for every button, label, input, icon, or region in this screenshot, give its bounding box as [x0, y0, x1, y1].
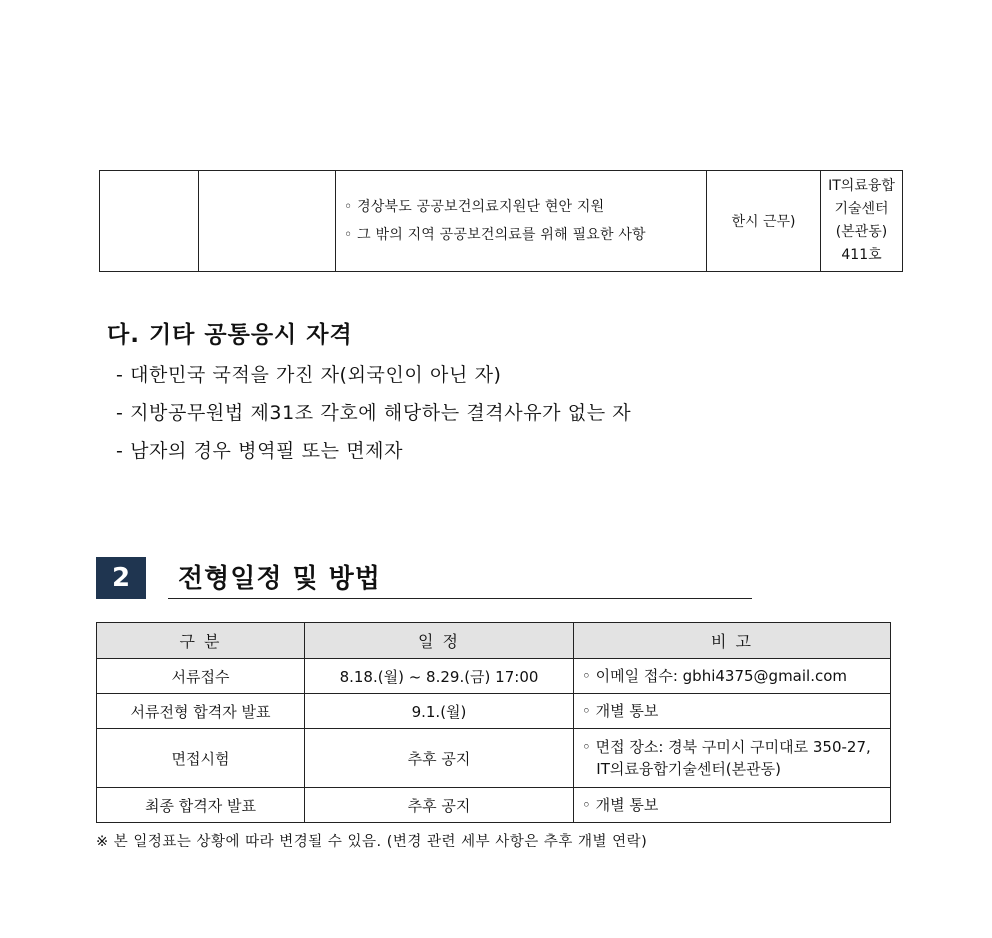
remark-cell [574, 788, 891, 823]
location-line: 411호 [841, 247, 882, 263]
duties-cell [336, 171, 707, 272]
qualification-list [116, 362, 631, 476]
duty-item: ◦ 그 밖의 지역 공공보건의료를 위해 필요한 사항 [344, 227, 646, 243]
column-header: 비 고 [574, 623, 891, 659]
table-row [100, 171, 903, 272]
date-cell: 추후 공지 [305, 788, 574, 823]
remark-line: ◦ 이메일 접수: gbhi4375@gmail.com [582, 667, 848, 685]
date-cell: 추후 공지 [305, 729, 574, 788]
stage-cell: 서류접수 [97, 659, 305, 694]
schedule-table [96, 622, 891, 823]
empty-cell [100, 171, 199, 272]
column-header: 구 분 [97, 623, 305, 659]
remark-line: ◦ 개별 통보 [582, 796, 659, 814]
table-header-row [97, 623, 891, 659]
date-cell: 9.1.(월) [305, 694, 574, 729]
list-item: - 대한민국 국적을 가진 자(외국인이 아닌 자) [116, 364, 502, 386]
list-item: - 남자의 경우 병역필 또는 면제자 [116, 440, 404, 462]
stage-cell: 서류전형 합격자 발표 [97, 694, 305, 729]
table-row [97, 694, 891, 729]
remark-line: ◦ 면접 장소: 경북 구미시 구미대로 350-27, [582, 738, 871, 756]
section-number-badge: 2 [96, 557, 146, 599]
table-row [97, 659, 891, 694]
section-title: 전형일정 및 방법 [178, 564, 381, 594]
remark-cell [574, 694, 891, 729]
duty-table [99, 170, 903, 272]
column-header: 일 정 [305, 623, 574, 659]
date-cell: 8.18.(월) ~ 8.29.(금) 17:00 [305, 659, 574, 694]
location-line: IT의료융합 [828, 178, 895, 194]
table-row [97, 788, 891, 823]
schedule-note: ※ 본 일정표는 상황에 따라 변경될 수 있음. (변경 관련 세부 사항은 추후 개별 연락) [96, 834, 648, 850]
table-row [97, 729, 891, 788]
work-type-cell: 한시 근무) [707, 171, 821, 272]
remark-cell [574, 659, 891, 694]
stage-cell: 최종 합격자 발표 [97, 788, 305, 823]
remark-line: ◦ 개별 통보 [582, 702, 659, 720]
title-underline [168, 598, 752, 599]
duty-item: ◦ 경상북도 공공보건의료지원단 현안 지원 [344, 199, 605, 215]
location-line: (본관동) [835, 224, 888, 240]
location-line: 기술센터 [834, 201, 889, 217]
empty-cell [199, 171, 336, 272]
remark-cell [574, 729, 891, 788]
location-cell [821, 171, 903, 272]
list-item: - 지방공무원법 제31조 각호에 해당하는 결격사유가 없는 자 [116, 402, 632, 424]
remark-line: IT의료융합기술센터(본관동) [582, 760, 781, 778]
section-heading-common-qualifications: 다. 기타 공통응시 자격 [107, 322, 353, 348]
stage-cell: 면접시험 [97, 729, 305, 788]
